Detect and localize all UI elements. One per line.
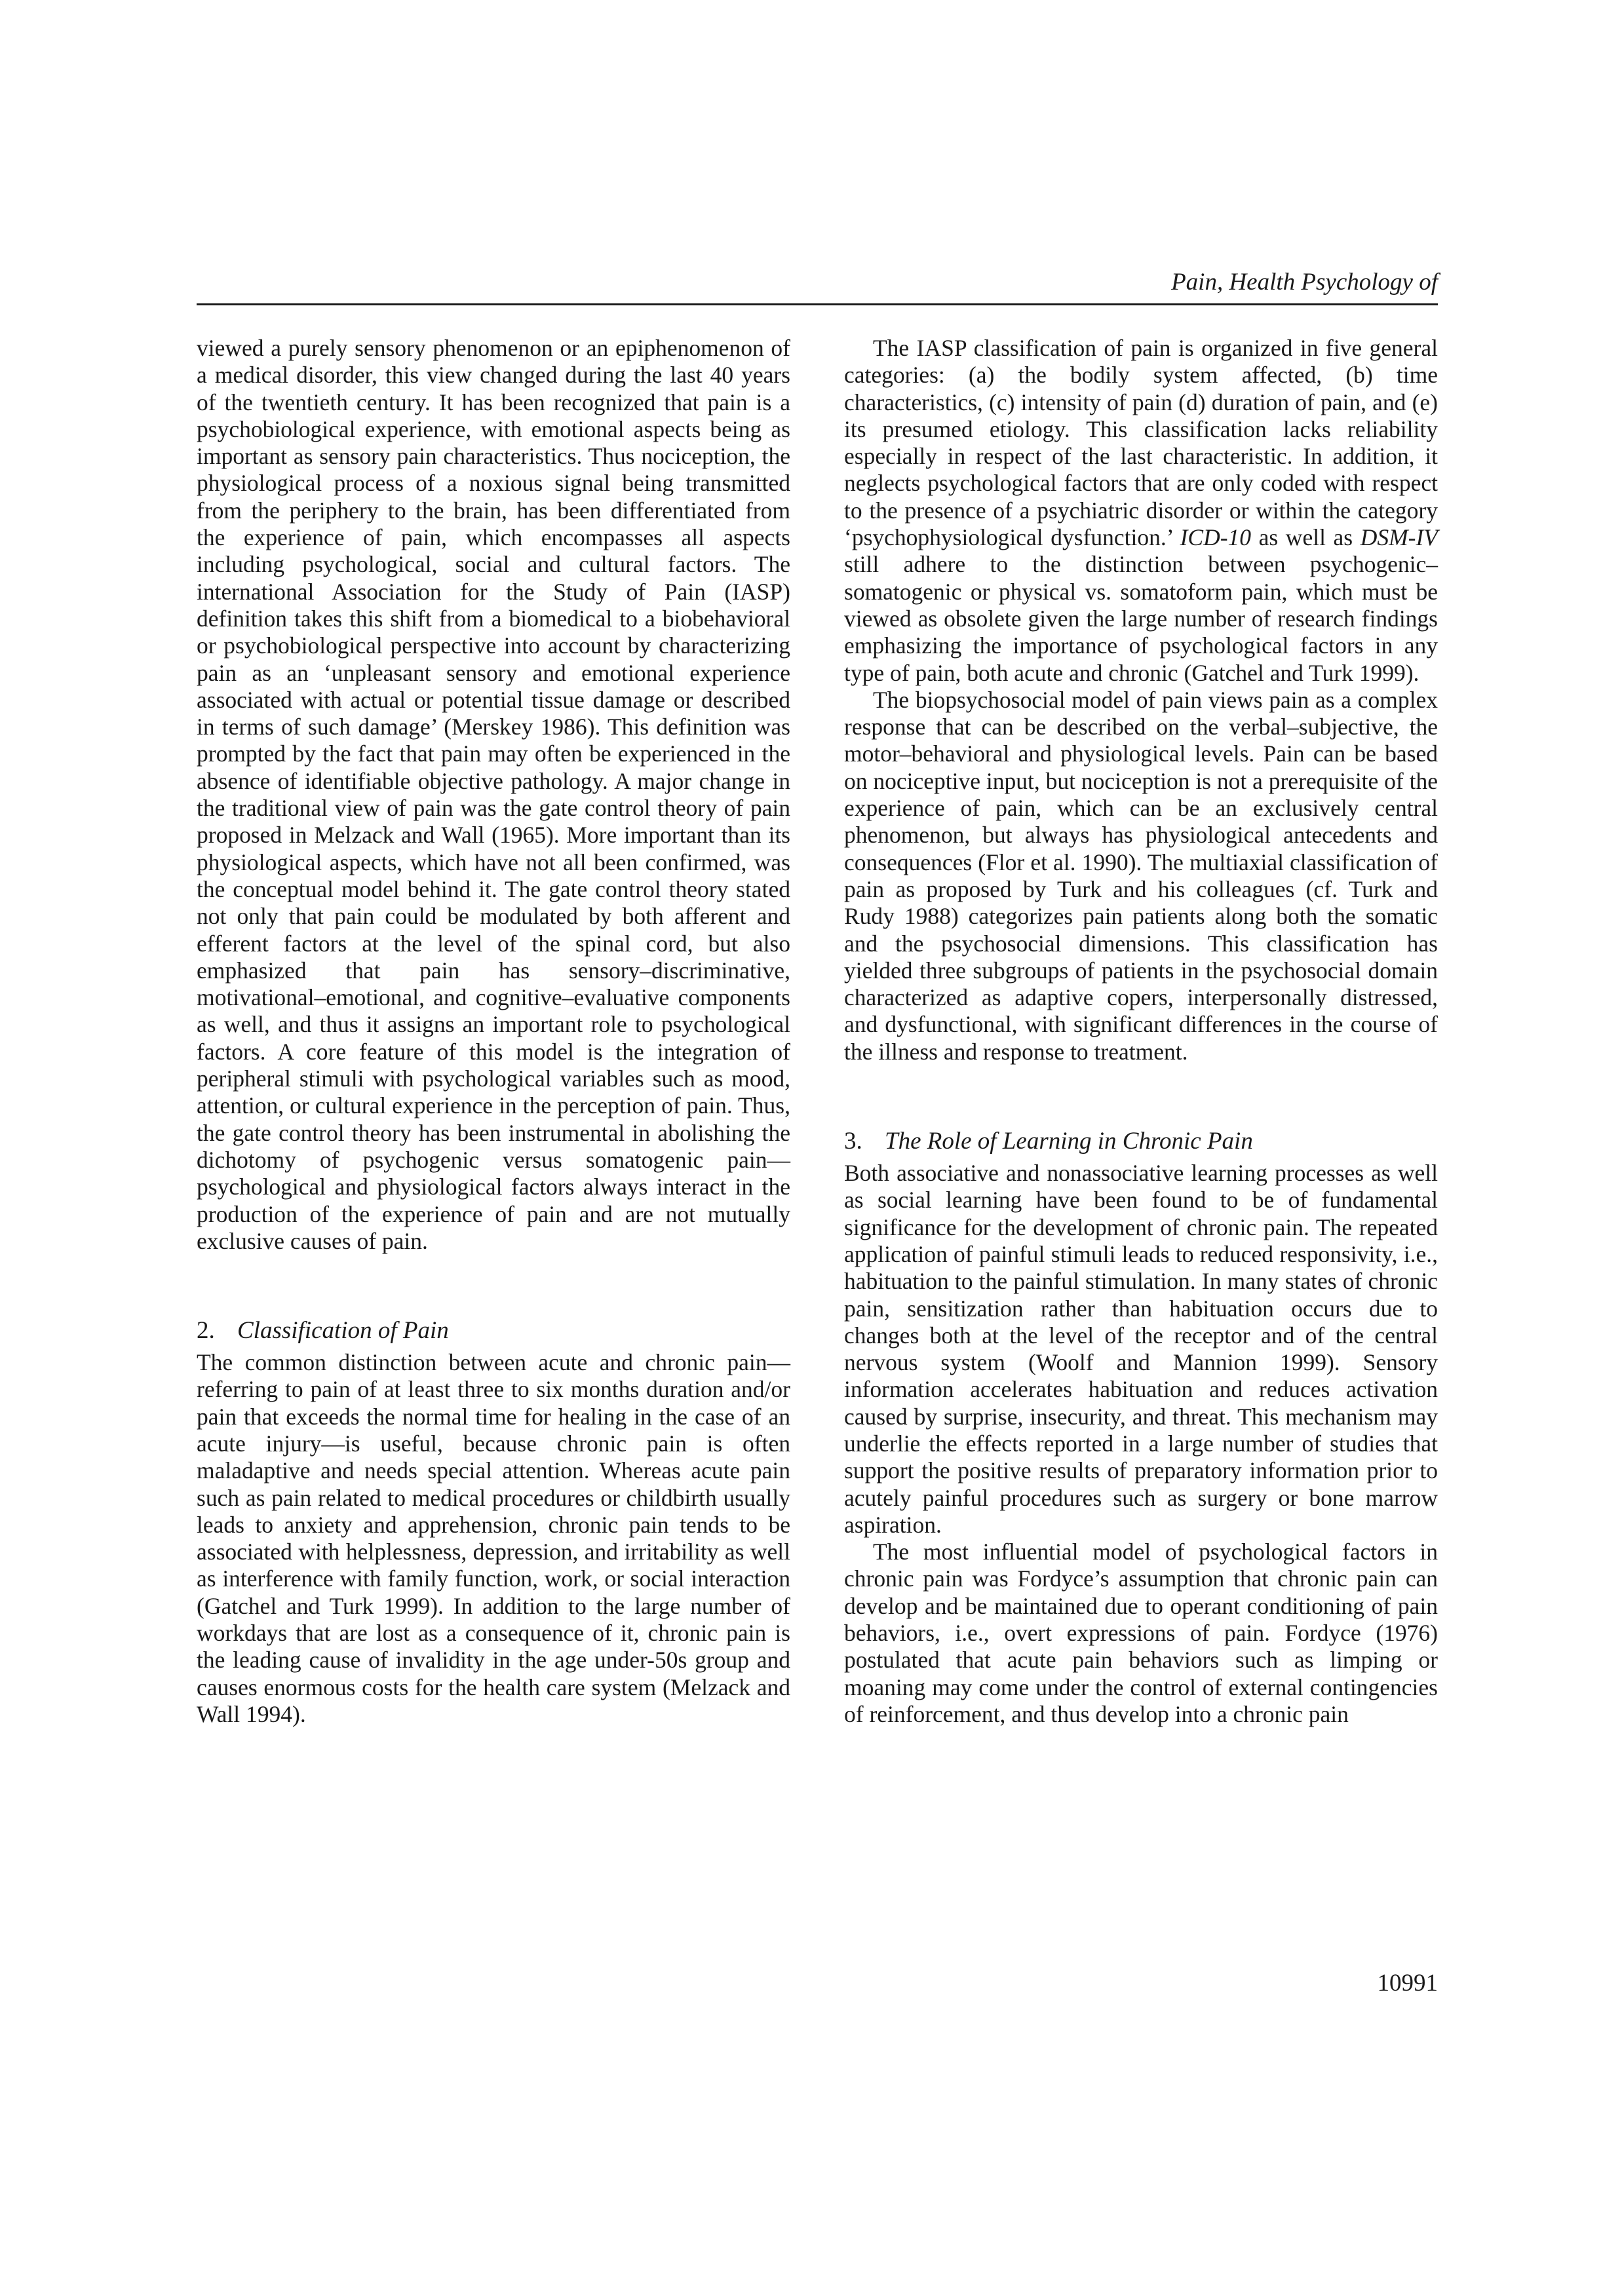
- paragraph-iasp-classification: [844, 335, 1438, 687]
- text-run: as well as: [1251, 524, 1361, 551]
- page-number: 10991: [1377, 1970, 1438, 1997]
- section-title: Classification of Pain: [237, 1317, 449, 1345]
- header-rule: [197, 303, 1438, 305]
- paragraph-learning: Both associative and nonassociative learning processes as well as social learning have been found to be of fundamental significance for the development of chronic pain. The repeated application of painful stimuli leads to reduced responsivity, i.e., habituation to the painful stimulation. In many states of chronic pain, sensitization rather than habituation occurs due to changes both at the level of the receptor and of the central nervous system (Woolf and Mannion 1999). Sensory information accelerates habituation and reduces activation caused by surprise, insecurity, and threat. This mechanism may underlie the effects reported in a large number of studies that support the positive results of preparatory information prior to acutely painful procedures such as surgery or bone marrow aspiration.: [844, 1160, 1438, 1538]
- paragraph-gate-control: viewed a purely sensory phenomenon or an epiphenomenon of a medical disorder, this view changed during the last 40 years of the twentieth century. It has been recognized that pain is a psychobiological experience, with emotional aspects being as important as sensory pain characteristics. Thus nociception, the physiological process of a noxious signal being transmitted from the periphery to the brain, has been differentiated from the experience of pain, which encompasses all aspects including psychological, social and cultural factors. The international Association for the Study of Pain (IASP) definition takes this shift from a biomedical to a biobehavioral or psychobiological perspective into account by characterizing pain as an ‘unpleasant sensory and emotional experience associated with actual or potential tissue damage or described in terms of such damage’ (Merskey 1986). This definition was prompted by the fact that pain may often be experienced in the absence of identifiable objective pathology. A major change in the traditional view of pain was the gate control theory of pain proposed in Melzack and Wall (1965). More important than its physiological aspects, which have not all been confirmed, was the conceptual model behind it. The gate control theory stated not only that pain could be modulated by both afferent and efferent factors at the level of the spinal cord, but also emphasized that pain has sensory–discriminative, motivational–emotional, and cognitive–evaluative components as well, and thus it assigns an important role to psychological factors. A core feature of this model is the integration of peripheral stimuli with psychological variables such as mood, attention, or cultural experience in the perception of pain. Thus, the gate control theory has been instrumental in abolishing the dichotomy of psychogenic versus somatogenic pain—psychological and physiological factors always interact in the production of the experience of pain and are not mutually exclusive causes of pain.: [197, 335, 790, 1254]
- italic-term-icd: ICD-10: [1180, 524, 1252, 551]
- section-heading-learning: [844, 1128, 1438, 1155]
- paragraph-biopsychosocial: The biopsychosocial model of pain views pain as a complex response that can be described on the verbal–subjective, the motor–behavioral and physiological levels. Pain can be based on nociceptive input, but nociception is not a prerequisite of the experience of pain, which can be an exclusively central phenomenon, but always has physiological antecedents and consequences (Flor et al. 1990). The multiaxial classification of pain as proposed by Turk and his colleagues (cf. Turk and Rudy 1988) categorizes pain patients along both the somatic and the psychosocial dimensions. This classification has yielded three subgroups of patients in the psychosocial domain characterized as adaptive copers, interpersonally distressed, and dysfunctional, with significant differences in the course of the illness and response to treatment.: [844, 686, 1438, 1065]
- section-number: 3.: [844, 1128, 862, 1155]
- text-run: The IASP classification of pain is organized in five general categories: (a) the bodily system affected, (b) time characteristics, (c) intensity of pain (d) duration of pain, and (e) its presumed etiology. This classification lacks reliability especially in respect of the last characteristic. In addition, it neglects psychological factors that are only coded with respect to the presence of a psychiatric disorder or within the category ‘psychophysiological dysfunction.’: [844, 335, 1438, 551]
- italic-term-dsm: DSM-IV: [1360, 524, 1438, 551]
- section-heading-classification: [197, 1317, 790, 1345]
- left-column: [197, 335, 790, 1728]
- section-title: The Role of Learning in Chronic Pain: [885, 1128, 1253, 1155]
- paragraph-operant: The most influential model of psychological factors in chronic pain was Fordyce’s assumption that chronic pain can develop and be maintained due to operant conditioning of pain behaviors, i.e., overt expressions of pain. Fordyce (1976) postulated that acute pain behaviors such as limping or moaning may come under the control of external contingencies of reinforcement, and thus develop into a chronic pain: [844, 1539, 1438, 1727]
- right-column: [844, 335, 1438, 1728]
- paragraph-acute-chronic: The common distinction between acute and chronic pain—referring to pain of at least three to six months duration and/or pain that exceeds the normal time for healing in the case of an acute injury—is useful, because chronic pain is often maladaptive and needs special attention. Whereas acute pain such as pain related to medical procedures or childbirth usually leads to anxiety and apprehension, chronic pain tends to be associated with helplessness, depression, and irritability as well as interference with family function, work, or social interaction (Gatchel and Turk 1999). In addition to the large number of workdays that are lost as a consequence of it, chronic pain is the leading cause of invalidity in the age under-50s group and causes enormous costs for the health care system (Melzack and Wall 1994).: [197, 1349, 790, 1727]
- text-run: still adhere to the distinction between psychogenic–somatogenic or physical vs. somatoform pain, which must be viewed as obsolete given the large number of research findings emphasizing the importance of psychological factors in any type of pain, both acute and chronic (Gatchel and Turk 1999).: [844, 551, 1438, 686]
- running-head: Pain, Health Psychology of: [1171, 269, 1438, 296]
- section-number: 2.: [197, 1317, 215, 1345]
